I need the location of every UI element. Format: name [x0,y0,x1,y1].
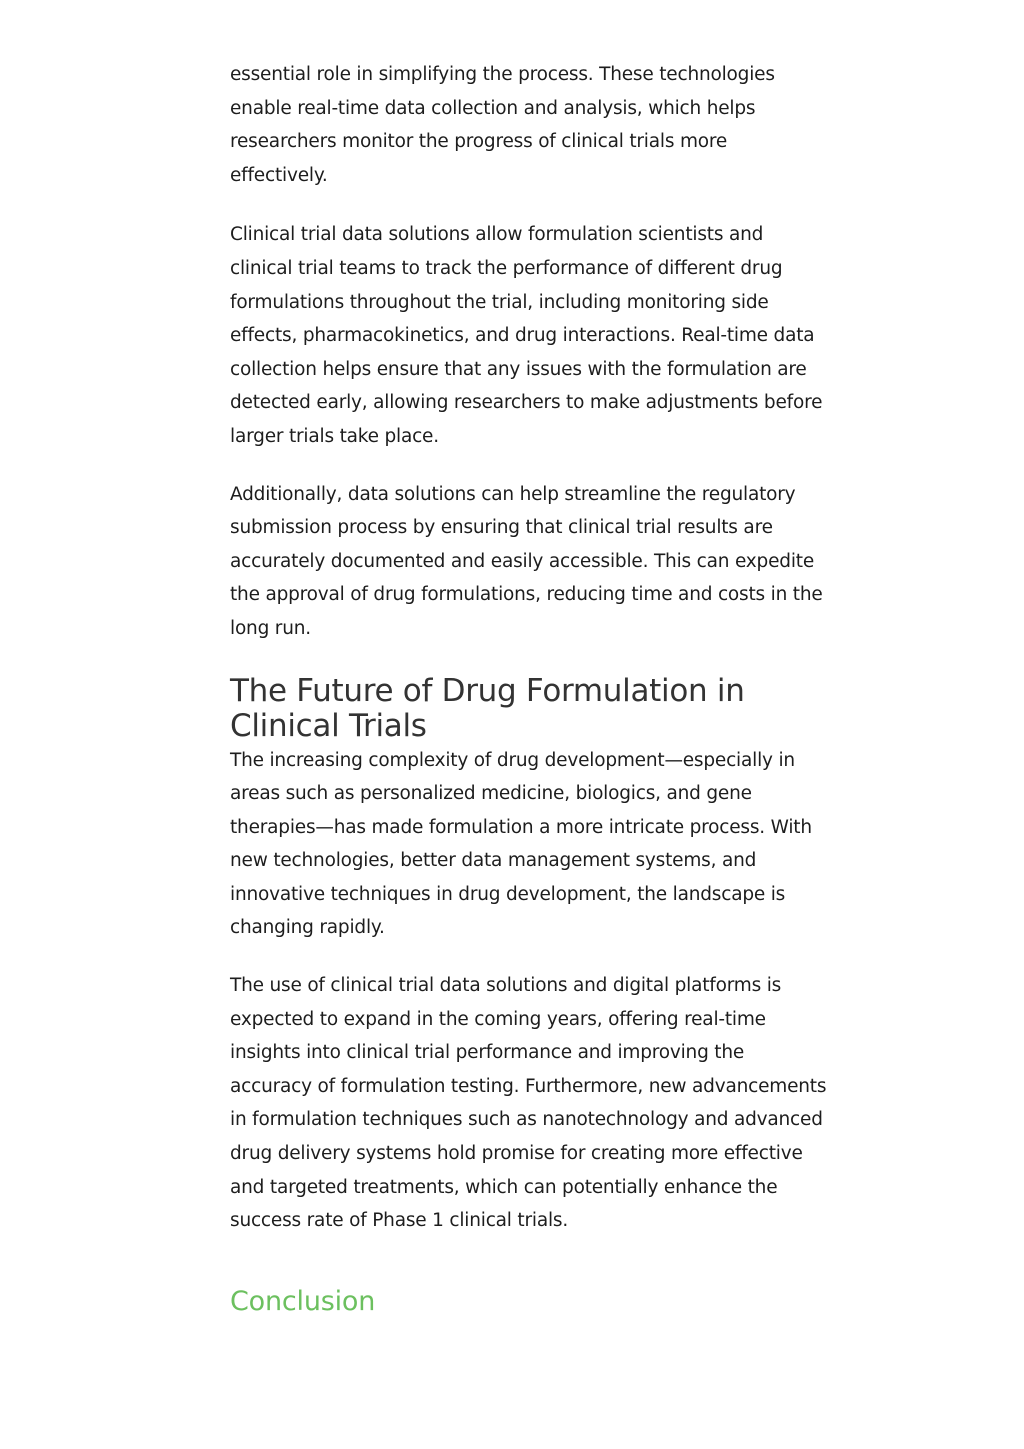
paragraph-digital-platforms: The use of clinical trial data solutions and digital platforms is expected to expand in the coming years, offering real-time insights into clinical trial performance and improving the accuracy of formulation testing. Furthermore, new advancements in formulation techniques such as nanotechnology and advanced drug delivery systems hold promise for creating more effective and targeted treatments, which can potentially enhance the success rate of Phase 1 clinical trials. [230,975,827,1232]
paragraph-data-collection: essential role in simplifying the process. These technologies enable real-time data collection and analysis, which helps researchers monitor the progress of clinical trials more effectively. [230,64,775,186]
article-body [230,58,830,1318]
paragraph-complexity: The increasing complexity of drug development—especially in areas such as personalized medicine, biologics, and gene therapies—has made formulation a more intricate process. With new technologies, better data management systems, and innovative techniques in drug development, the landscape is changing rapidly. [230,749,812,939]
section-heading-future: The Future of Drug Formulation in Clinical Trials [230,672,745,744]
conclusion-heading: Conclusion [230,1285,376,1317]
paragraph-trial-data-solutions: Clinical trial data solutions allow formulation scientists and clinical trial teams to track the performance of different drug formulations throughout the trial, including monitoring side effects, pharmacokinetics, and drug interactions. Real-time data collection helps ensure that any issues with the formulation are detected early, allowing researchers to make adjustments before larger trials take place. [230,224,823,447]
paragraph-regulatory-submission: Additionally, data solutions can help streamline the regulatory submission process by ensuring that clinical trial results are accurately documented and easily accessible. This can expedite the approval of drug formulations, reducing time and costs in the long run. [230,483,823,639]
